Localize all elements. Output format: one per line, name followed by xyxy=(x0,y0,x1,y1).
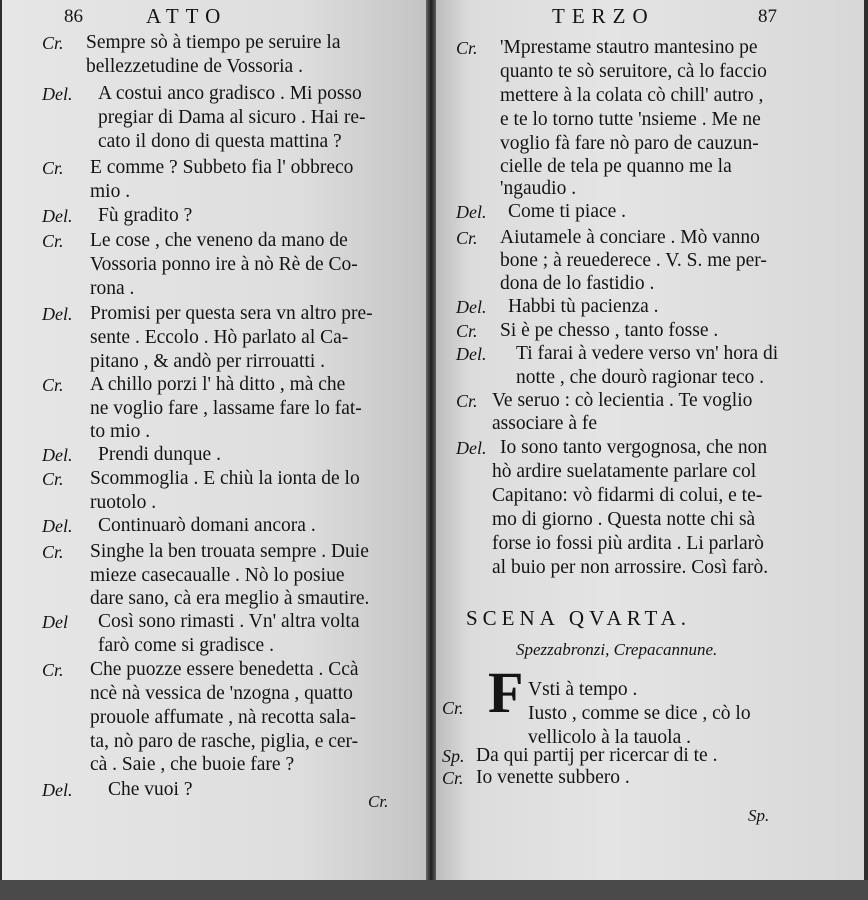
text-line: to mio . xyxy=(90,421,151,442)
text-line: e te lo torno tutte 'nsieme . Me ne xyxy=(500,109,761,130)
text-line: Vsti à tempo . xyxy=(528,679,638,700)
text-line: Sempre sò à tiempo pe seruire la xyxy=(86,32,341,53)
scene-heading: SCENA QVARTA. xyxy=(466,606,692,630)
speaker-label: Cr. xyxy=(42,158,64,178)
text-line: ta, nò paro de rasche, piglia, e cer- xyxy=(90,731,359,752)
text-line: A chillo porzi l' hà ditto , mà che xyxy=(90,374,346,395)
text-line: Da qui partij per ricercar di te . xyxy=(476,745,718,766)
text-line: vellicolo à la tauola . xyxy=(528,727,691,748)
text-line: cielle de tela pe quanno me la xyxy=(500,156,732,177)
text-line: A costui anco gradisco . Mi posso xyxy=(98,83,362,104)
text-line: Che puozze essere benedetta . Ccà xyxy=(90,659,359,680)
text-line: Prendi dunque . xyxy=(98,444,221,465)
speaker-label: Cr. xyxy=(42,231,64,251)
text-line: Capitano: vò fidarmi di colui, e te- xyxy=(492,485,763,506)
text-line: mettere à la colata cò chill' autro , xyxy=(500,85,764,106)
text-line: Ti farai à vedere verso vn' hora di xyxy=(516,343,779,364)
speaker-label: Del. xyxy=(42,780,73,800)
text-line: Che vuoi ? xyxy=(108,779,193,800)
drop-capital: F xyxy=(488,660,524,725)
text-line: quanto te sò seruitore, cà lo faccio xyxy=(500,61,767,82)
speaker-label: Del. xyxy=(456,297,487,317)
speaker-label: Del. xyxy=(456,202,487,222)
text-line: forse io fossi più ardita . Li parlarò xyxy=(492,533,764,554)
book-gutter xyxy=(426,0,436,900)
text-line: prouole affumate , nà recotta sala- xyxy=(90,707,357,728)
text-line: Continuarò domani ancora . xyxy=(98,515,316,536)
text-line: 'Mprestame stautro mantesino pe xyxy=(500,37,758,58)
text-line: Habbi tù pacienza . xyxy=(508,296,659,317)
text-line: Come ti piace . xyxy=(508,201,627,222)
speaker-label: Cr. xyxy=(42,33,64,53)
text-line: Le cose , che veneno da mano de xyxy=(90,230,348,251)
speaker-label: Cr. xyxy=(456,228,478,248)
text-line: Io venette subbero . xyxy=(476,767,630,788)
speaker-label: Cr. xyxy=(42,375,64,395)
text-line: Promisi per questa sera vn altro pre- xyxy=(90,303,373,324)
text-line: sente . Eccolo . Hò parlato al Ca- xyxy=(90,327,349,348)
text-line: al buio per non arrossire. Così farò. xyxy=(492,557,769,578)
text-line: Così sono rimasti . Vn' altra volta xyxy=(98,611,360,632)
text-line: ruotolo . xyxy=(90,492,157,513)
speaker-label: Del. xyxy=(456,344,487,364)
text-line: hò ardire suelatamente parlare col xyxy=(492,461,757,482)
left-running-head: ATTO xyxy=(146,4,228,28)
text-line: notte , che dourò ragionar teco . xyxy=(516,367,764,388)
text-line: mo di giorno . Questa notte chi sà xyxy=(492,509,756,530)
speaker-label: Cr. xyxy=(42,542,64,562)
text-line: Si è pe chesso , tanto fosse . xyxy=(500,320,719,341)
text-line: Ve seruo : cò lecientia . Te voglio xyxy=(492,390,753,411)
left-page xyxy=(2,0,426,885)
text-line: Fù gradito ? xyxy=(98,205,193,226)
speaker-label: Sp. xyxy=(442,746,465,766)
right-running-head: TERZO xyxy=(552,4,655,28)
text-line: Iusto , comme se dice , cò lo xyxy=(528,703,751,724)
speaker-label: Del. xyxy=(42,84,73,104)
speaker-label: Del. xyxy=(42,516,73,536)
speaker-label: Del. xyxy=(42,304,73,324)
text-line: cà . Saie , che buoie fare ? xyxy=(90,754,295,775)
text-line: Singhe la ben trouata sempre . Duie xyxy=(90,541,369,562)
text-line: Scommoglia . E chiù la ionta de lo xyxy=(90,468,360,489)
text-line: 'ngaudio . xyxy=(500,178,577,199)
left-page-number: 86 xyxy=(64,6,83,27)
text-line: Aiutamele à conciare . Mò vanno xyxy=(500,227,760,248)
right-page-number: 87 xyxy=(758,6,777,27)
text-line: ncè nà vessica de 'nzogna , quatto xyxy=(90,683,353,704)
text-line: bone ; à reuederece . V. S. me per- xyxy=(500,250,767,271)
speaker-label: Cr. xyxy=(42,469,64,489)
text-line: associare à fe xyxy=(492,413,598,434)
text-line: cato il dono di questa mattina ? xyxy=(98,131,342,152)
speaker-label: Cr. xyxy=(442,768,464,788)
text-line: rona . xyxy=(90,278,135,299)
text-line: voglio fà fare nò paro de cauzun- xyxy=(500,133,759,154)
text-line: Vossoria ponno ire à nò Rè de Co- xyxy=(90,254,358,275)
text-line: farò come si gradisce . xyxy=(98,635,274,656)
right-catchword: Sp. xyxy=(748,806,770,825)
text-line: mieze casecaualle . Nò lo posiue xyxy=(90,565,345,586)
speaker-label: Del xyxy=(42,612,68,632)
speaker-label: Del. xyxy=(42,445,73,465)
text-line: dare sano, cà era meglio à smautire. xyxy=(90,588,370,609)
scene-cast: Spezzabronzi, Crepacannune. xyxy=(516,640,718,659)
speaker-label: Del. xyxy=(42,206,73,226)
speaker-label: Cr. xyxy=(442,698,464,718)
speaker-label: Del. xyxy=(456,438,487,458)
text-line: dona de lo fastidio . xyxy=(500,273,655,294)
text-line: bellezzetudine de Vossoria . xyxy=(86,56,303,77)
text-line: E comme ? Subbeto fia l' obbreco xyxy=(90,157,354,178)
right-page xyxy=(436,0,864,885)
text-line: pitano , & andò per rirrouatti . xyxy=(90,351,326,372)
book-bottom-edge xyxy=(0,880,868,900)
text-line: pregiar di Dama al sicuro . Hai re- xyxy=(98,107,366,128)
left-catchword: Cr. xyxy=(368,792,389,811)
text-line: ne voglio fare , lassame fare lo fat- xyxy=(90,398,362,419)
speaker-label: Cr. xyxy=(456,38,478,58)
text-line: Io sono tanto vergognosa, che non xyxy=(500,437,768,458)
speaker-label: Cr. xyxy=(42,660,64,680)
speaker-label: Cr. xyxy=(456,391,478,411)
text-line: mio . xyxy=(90,181,131,202)
speaker-label: Cr. xyxy=(456,321,478,341)
